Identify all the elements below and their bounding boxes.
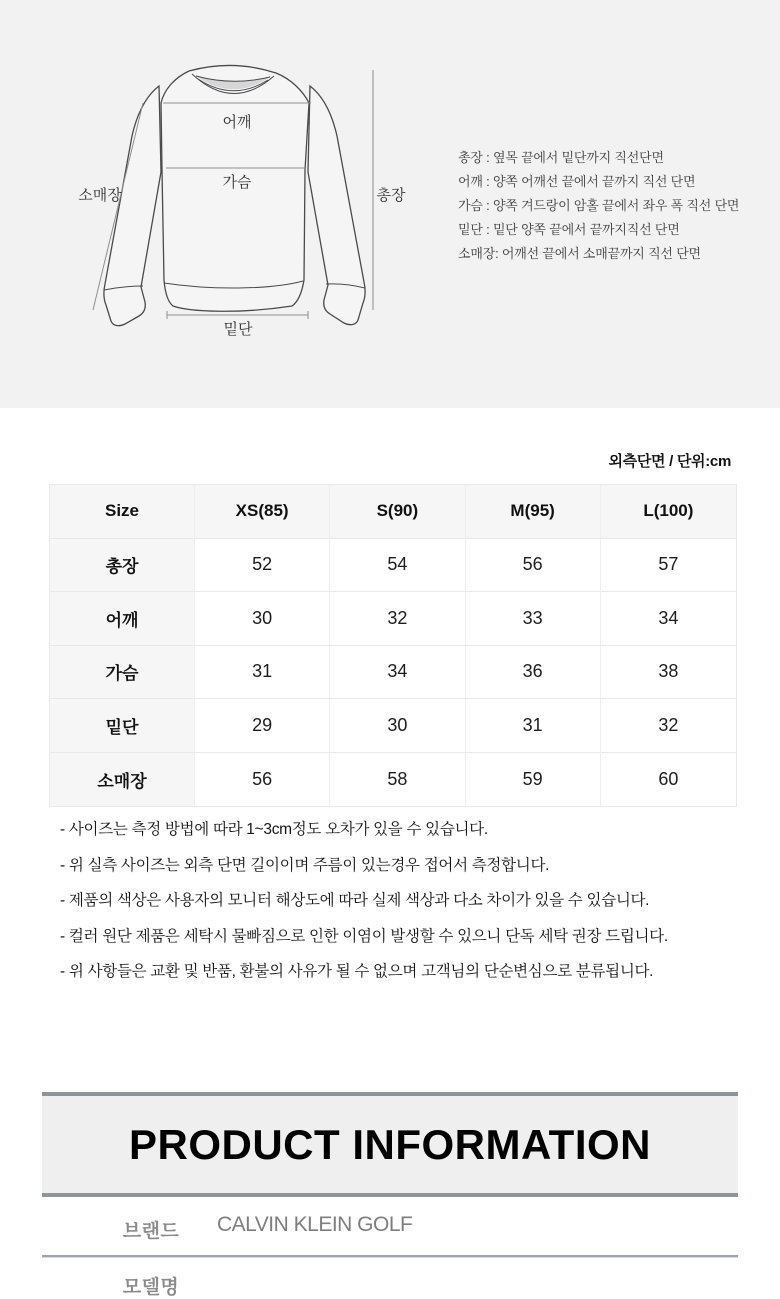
row-label-shoulder: 어깨: [50, 592, 195, 646]
cell-chest-l: 38: [601, 646, 736, 700]
size-table-header-size: Size: [50, 485, 195, 539]
note-line: - 컬러 원단 제품은 세탁시 물빠짐으로 인한 이염이 발생할 수 있으니 단독 세탁 권장 드립니다.: [60, 927, 668, 945]
size-table-header-xs: XS(85): [195, 485, 330, 539]
guide-line-length: 총장 : 옆목 끝에서 밑단까지 직선단면: [458, 150, 664, 165]
note-line: - 사이즈는 측정 방법에 따라 1~3cm정도 오차가 있을 수 있습니다.: [60, 821, 488, 838]
note-line: - 위 사항들은 교환 및 반품, 환불의 사유가 될 수 없으며 고객님의 단순변심으로 분류됩니다.: [60, 963, 654, 980]
brand-row-label: 브랜드: [122, 1221, 180, 1242]
product-information-title: PRODUCT INFORMATION: [128, 1120, 651, 1168]
cell-chest-m: 36: [466, 646, 601, 700]
sleeve-length-label: 소매장: [78, 187, 122, 204]
cell-sleeve-xs: 56: [195, 753, 330, 807]
cell-shoulder-xs: 30: [195, 592, 330, 646]
size-table-header-m: M(95): [466, 485, 601, 539]
cell-total-length-s: 54: [330, 539, 465, 593]
hem-label: 밑단: [223, 321, 253, 338]
note-line: - 제품의 색상은 사용자의 모니터 해상도에 따라 실제 색상과 다소 차이가 있을 수 있습니다.: [60, 892, 650, 909]
cell-total-length-m: 56: [466, 539, 601, 593]
guide-line-sleeve: 소매장: 어깨선 끝에서 소매끝까지 직선 단면: [458, 246, 701, 261]
guide-line-shoulder: 어깨 : 양쪽 어깨선 끝에서 끝까지 직선 단면: [458, 174, 696, 189]
guide-line-hem: 밑단 : 밑단 양쪽 끝에서 끝까지직선 단면: [458, 222, 680, 237]
cell-shoulder-m: 33: [466, 592, 601, 646]
right-sleeve: [308, 86, 365, 325]
cell-hem-l: 32: [601, 699, 736, 753]
cell-chest-s: 34: [330, 646, 465, 700]
size-table-header-l: L(100): [601, 485, 736, 539]
next-info-row-label-partial: 모델명: [122, 1277, 180, 1298]
info-row-divider: [42, 1255, 738, 1258]
size-notes: [60, 812, 668, 990]
row-label-hem: 밑단: [50, 699, 195, 753]
brand-row-value: CALVIN KLEIN GOLF: [217, 1213, 413, 1236]
cell-shoulder-l: 34: [601, 592, 736, 646]
sweatshirt-diagram: [40, 40, 440, 360]
size-diagram-section: [0, 0, 780, 408]
cell-hem-xs: 29: [195, 699, 330, 753]
unit-note: 외측단면 / 단위:cm: [608, 453, 731, 470]
total-length-label: 총장: [376, 187, 406, 204]
cell-chest-xs: 31: [195, 646, 330, 700]
product-information-banner: [42, 1092, 738, 1197]
left-sleeve: [104, 86, 161, 326]
cell-total-length-l: 57: [601, 539, 736, 593]
cell-sleeve-l: 60: [658, 768, 679, 789]
cell-shoulder-s: 32: [330, 592, 465, 646]
guide-line-chest: 가슴 : 양쪽 겨드랑이 암홀 끝에서 좌우 폭 직선 단면: [458, 198, 740, 213]
size-table: [49, 484, 737, 807]
chest-label: 가슴: [222, 174, 252, 191]
cell-sleeve-s: 58: [330, 753, 465, 807]
row-label-chest: 가슴: [50, 646, 195, 700]
cell-sleeve-m: 59: [466, 753, 601, 807]
shoulder-label: 어깨: [222, 114, 252, 131]
note-line: - 위 실측 사이즈는 외측 단면 길이이며 주름이 있는경우 접어서 측정합니다.: [60, 856, 550, 874]
cell-total-length-xs: 52: [195, 539, 330, 593]
cell-hem-m: 31: [466, 699, 601, 753]
row-label-total-length: 총장: [50, 539, 195, 593]
cell-hem-s: 30: [330, 699, 465, 753]
row-label-sleeve-length: 소매장: [50, 753, 195, 807]
size-table-header-s: S(90): [330, 485, 465, 539]
measure-guide-text: [458, 146, 739, 266]
